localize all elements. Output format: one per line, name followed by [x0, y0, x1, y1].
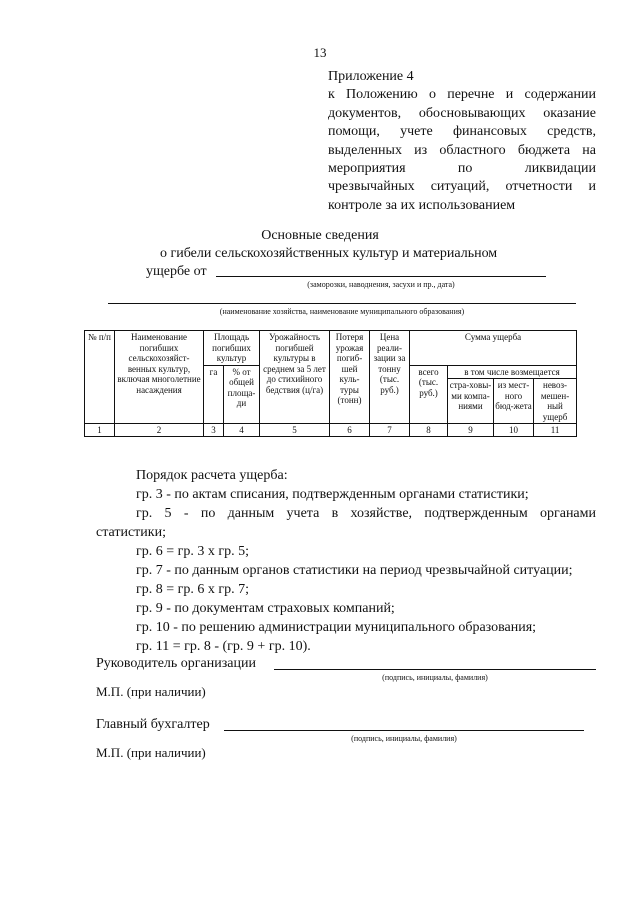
- column-number: 2: [115, 424, 204, 437]
- header-crop-name: Наименование погибших сельскохозяйст-венных культур, включая многолетние насаждения: [115, 331, 204, 424]
- header-including: в том числе возмещается: [448, 365, 577, 379]
- header-area: Площадь погибших культур: [204, 331, 260, 366]
- procedure-line: гр. 6 = гр. 3 х гр. 5;: [136, 544, 250, 559]
- accountant-signature-caption: (подпись, инициалы, фамилия): [351, 734, 457, 743]
- calculation-procedure: [96, 466, 596, 656]
- procedure-line: гр. 8 = гр. 6 х гр. 7;: [136, 582, 250, 597]
- column-number: 3: [204, 424, 224, 437]
- document-subtitle: о гибели сельскохозяйственных культур и материальном: [160, 246, 498, 261]
- column-number: 8: [410, 424, 448, 437]
- header-area-pct: % от общей площа-ди: [224, 365, 260, 424]
- appendix-header: [328, 68, 596, 215]
- header-damage: Сумма ущерба: [410, 331, 577, 366]
- appendix-line: [328, 160, 596, 178]
- column-number: 1: [85, 424, 115, 437]
- organization-field[interactable]: [108, 303, 576, 304]
- procedure-line: гр. 7 - по данным органов статистики на период чрезвычайной ситуации;: [136, 563, 573, 578]
- header-unrecovered: невоз-мешен-ный ущерб: [534, 379, 577, 424]
- procedure-line: гр. 5 - по данным учета в хозяйстве, подтвержденным органами: [136, 506, 596, 521]
- appendix-line: к Положению о перечне и содержании: [328, 87, 596, 103]
- procedure-line: гр. 9 - по документам страховых компаний;: [136, 601, 395, 616]
- header-loss: Потеря урожая погиб-шей куль-туры (тонн): [330, 331, 370, 424]
- damage-source-field[interactable]: [216, 276, 546, 277]
- document-title: Основные сведения: [261, 228, 379, 243]
- header-num: № п/п: [85, 331, 115, 424]
- column-number: 5: [260, 424, 330, 437]
- column-number: 7: [370, 424, 410, 437]
- appendix-line: документов, обосновывающих оказание: [328, 105, 596, 121]
- procedure-heading: Порядок расчета ущерба:: [136, 468, 288, 483]
- damage-source-line: [146, 264, 207, 280]
- damage-source-caption: (заморозки, наводнения, засухи и пр., дата): [307, 280, 455, 289]
- column-number: 10: [494, 424, 534, 437]
- procedure-line: гр. 10 - по решению администрации муниципального образования;: [136, 620, 537, 635]
- appendix-word: ликвидации: [524, 161, 596, 177]
- damage-source-label: ущербе от: [146, 264, 207, 279]
- header-area-ha: га: [204, 365, 224, 424]
- stamp-note: М.П. (при наличии): [96, 684, 206, 699]
- appendix-line: Приложение 4: [328, 69, 414, 84]
- appendix-word: по: [457, 161, 473, 177]
- column-number: 4: [224, 424, 260, 437]
- header-damage-total: всего (тыс. руб.): [410, 365, 448, 424]
- accountant-signature-field[interactable]: [224, 730, 584, 731]
- procedure-line: статистики;: [96, 525, 166, 540]
- appendix-line: чрезвычайных ситуаций, отчетности и: [328, 179, 596, 195]
- header-regional-budget: из мест-ного бюд-жета: [494, 379, 534, 424]
- header-insurance: стра-ховы-ми компа-ниями: [448, 379, 494, 424]
- column-number: 11: [534, 424, 577, 437]
- column-number: 6: [330, 424, 370, 437]
- head-signature-caption: (подпись, инициалы, фамилия): [382, 673, 488, 682]
- page-number: 13: [313, 45, 327, 60]
- accountant-signature-label: Главный бухгалтер: [96, 717, 210, 732]
- column-number: 9: [448, 424, 494, 437]
- header-yield: Урожайность погибшей культуры в среднем за 5 лет до стихийного бедствия (ц/га): [260, 331, 330, 424]
- head-signature-label: Руководитель организации: [96, 656, 256, 671]
- head-signature-field[interactable]: [274, 669, 596, 670]
- damage-table: [84, 330, 577, 437]
- appendix-line: помощи, учете финансовых средств,: [328, 124, 596, 140]
- stamp-note: М.П. (при наличии): [96, 745, 206, 760]
- procedure-line: гр. 3 - по актам списания, подтвержденным органами статистики;: [136, 487, 529, 502]
- appendix-line: выделенных из областного бюджета на: [328, 142, 596, 158]
- header-price: Цена реали-зации за тонну (тыс. руб.): [370, 331, 410, 424]
- organization-caption: (наименование хозяйства, наименование муниципального образования): [219, 307, 465, 316]
- procedure-line: гр. 11 = гр. 8 - (гр. 9 + гр. 10).: [136, 639, 311, 654]
- appendix-word: мероприятия: [328, 161, 406, 177]
- appendix-line: контроле за их использованием: [328, 197, 516, 213]
